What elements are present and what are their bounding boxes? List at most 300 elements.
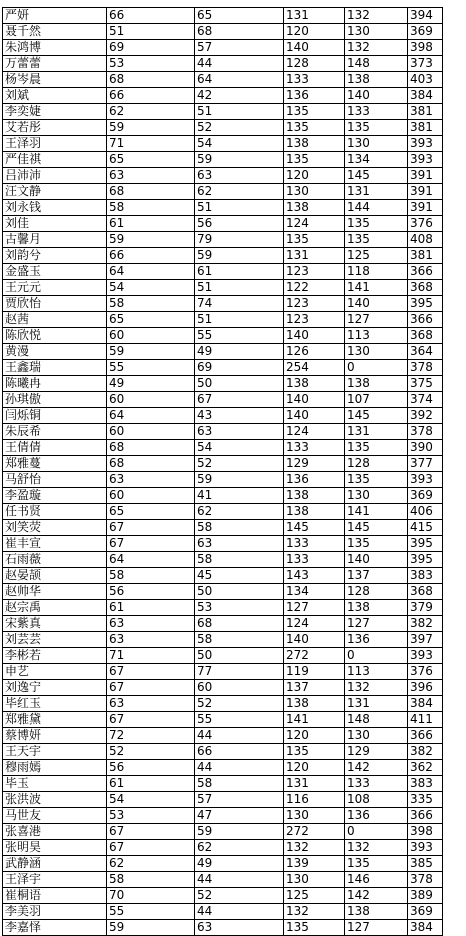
score-1-cell[interactable]: 65: [107, 152, 195, 168]
score-1-cell[interactable]: 64: [107, 552, 195, 568]
score-2-cell[interactable]: 59: [195, 248, 284, 264]
score-1-cell[interactable]: 66: [107, 248, 195, 264]
total-score-cell[interactable]: 378: [408, 360, 443, 376]
score-2-cell[interactable]: 62: [195, 504, 284, 520]
score-2-cell[interactable]: 58: [195, 520, 284, 536]
score-3-cell[interactable]: 136: [284, 472, 345, 488]
score-3-cell[interactable]: 254: [284, 360, 345, 376]
student-name-cell[interactable]: 郑雅蔓: [3, 456, 107, 472]
score-1-cell[interactable]: 67: [107, 824, 195, 840]
total-score-cell[interactable]: 382: [408, 744, 443, 760]
student-name-cell[interactable]: 吕沛沛: [3, 168, 107, 184]
total-score-cell[interactable]: 381: [408, 120, 443, 136]
score-4-cell[interactable]: 138: [345, 72, 408, 88]
score-1-cell[interactable]: 59: [107, 232, 195, 248]
score-1-cell[interactable]: 70: [107, 888, 195, 904]
score-4-cell[interactable]: 138: [345, 904, 408, 920]
score-1-cell[interactable]: 63: [107, 616, 195, 632]
score-3-cell[interactable]: 138: [284, 488, 345, 504]
score-2-cell[interactable]: 54: [195, 136, 284, 152]
student-name-cell[interactable]: 马舒怡: [3, 472, 107, 488]
total-score-cell[interactable]: 382: [408, 616, 443, 632]
score-3-cell[interactable]: 136: [284, 88, 345, 104]
score-1-cell[interactable]: 52: [107, 744, 195, 760]
student-name-cell[interactable]: 张明昊: [3, 840, 107, 856]
score-2-cell[interactable]: 63: [195, 536, 284, 552]
score-1-cell[interactable]: 54: [107, 280, 195, 296]
score-4-cell[interactable]: 113: [345, 664, 408, 680]
score-3-cell[interactable]: 129: [284, 456, 345, 472]
score-1-cell[interactable]: 72: [107, 728, 195, 744]
score-1-cell[interactable]: 55: [107, 360, 195, 376]
score-3-cell[interactable]: 125: [284, 888, 345, 904]
score-3-cell[interactable]: 133: [284, 72, 345, 88]
score-4-cell[interactable]: 125: [345, 248, 408, 264]
score-2-cell[interactable]: 55: [195, 712, 284, 728]
student-name-cell[interactable]: 杨岑晨: [3, 72, 107, 88]
score-1-cell[interactable]: 58: [107, 296, 195, 312]
score-3-cell[interactable]: 133: [284, 440, 345, 456]
score-3-cell[interactable]: 139: [284, 856, 345, 872]
student-name-cell[interactable]: 闫烁铜: [3, 408, 107, 424]
student-name-cell[interactable]: 王元元: [3, 280, 107, 296]
score-4-cell[interactable]: 130: [345, 136, 408, 152]
student-name-cell[interactable]: 李嘉怿: [3, 920, 107, 936]
score-4-cell[interactable]: 145: [345, 168, 408, 184]
score-2-cell[interactable]: 49: [195, 856, 284, 872]
total-score-cell[interactable]: 369: [408, 904, 443, 920]
score-1-cell[interactable]: 64: [107, 264, 195, 280]
score-3-cell[interactable]: 135: [284, 920, 345, 936]
score-3-cell[interactable]: 132: [284, 904, 345, 920]
student-name-cell[interactable]: 任书贤: [3, 504, 107, 520]
score-3-cell[interactable]: 120: [284, 728, 345, 744]
score-3-cell[interactable]: 120: [284, 760, 345, 776]
score-4-cell[interactable]: 141: [345, 280, 408, 296]
student-name-cell[interactable]: 严妍: [3, 8, 107, 24]
total-score-cell[interactable]: 384: [408, 920, 443, 936]
score-2-cell[interactable]: 44: [195, 56, 284, 72]
score-2-cell[interactable]: 59: [195, 152, 284, 168]
student-name-cell[interactable]: 艾若彤: [3, 120, 107, 136]
score-2-cell[interactable]: 52: [195, 456, 284, 472]
score-1-cell[interactable]: 61: [107, 216, 195, 232]
total-score-cell[interactable]: 369: [408, 24, 443, 40]
score-1-cell[interactable]: 56: [107, 760, 195, 776]
total-score-cell[interactable]: 398: [408, 40, 443, 56]
total-score-cell[interactable]: 395: [408, 296, 443, 312]
score-3-cell[interactable]: 272: [284, 648, 345, 664]
score-2-cell[interactable]: 77: [195, 664, 284, 680]
score-2-cell[interactable]: 60: [195, 680, 284, 696]
student-name-cell[interactable]: 穆雨嫣: [3, 760, 107, 776]
score-4-cell[interactable]: 135: [345, 232, 408, 248]
student-name-cell[interactable]: 石雨薇: [3, 552, 107, 568]
score-2-cell[interactable]: 69: [195, 360, 284, 376]
score-3-cell[interactable]: 143: [284, 568, 345, 584]
score-3-cell[interactable]: 138: [284, 696, 345, 712]
total-score-cell[interactable]: 366: [408, 264, 443, 280]
score-4-cell[interactable]: 130: [345, 344, 408, 360]
student-name-cell[interactable]: 刘佳: [3, 216, 107, 232]
score-2-cell[interactable]: 52: [195, 696, 284, 712]
score-1-cell[interactable]: 61: [107, 600, 195, 616]
score-1-cell[interactable]: 59: [107, 120, 195, 136]
total-score-cell[interactable]: 376: [408, 216, 443, 232]
score-4-cell[interactable]: 128: [345, 584, 408, 600]
total-score-cell[interactable]: 366: [408, 808, 443, 824]
score-1-cell[interactable]: 58: [107, 568, 195, 584]
score-2-cell[interactable]: 68: [195, 24, 284, 40]
score-1-cell[interactable]: 66: [107, 8, 195, 24]
student-name-cell[interactable]: 赵宗禹: [3, 600, 107, 616]
total-score-cell[interactable]: 395: [408, 552, 443, 568]
score-2-cell[interactable]: 62: [195, 840, 284, 856]
score-4-cell[interactable]: 140: [345, 296, 408, 312]
score-1-cell[interactable]: 53: [107, 56, 195, 72]
score-4-cell[interactable]: 145: [345, 408, 408, 424]
score-4-cell[interactable]: 145: [345, 520, 408, 536]
score-2-cell[interactable]: 63: [195, 424, 284, 440]
score-3-cell[interactable]: 133: [284, 552, 345, 568]
score-3-cell[interactable]: 138: [284, 376, 345, 392]
score-1-cell[interactable]: 58: [107, 872, 195, 888]
total-score-cell[interactable]: 368: [408, 280, 443, 296]
score-4-cell[interactable]: 130: [345, 24, 408, 40]
total-score-cell[interactable]: 362: [408, 760, 443, 776]
score-2-cell[interactable]: 43: [195, 408, 284, 424]
total-score-cell[interactable]: 335: [408, 792, 443, 808]
score-2-cell[interactable]: 59: [195, 472, 284, 488]
score-4-cell[interactable]: 132: [345, 680, 408, 696]
score-3-cell[interactable]: 120: [284, 168, 345, 184]
student-name-cell[interactable]: 贾欣怡: [3, 296, 107, 312]
score-2-cell[interactable]: 52: [195, 888, 284, 904]
score-2-cell[interactable]: 51: [195, 280, 284, 296]
total-score-cell[interactable]: 379: [408, 600, 443, 616]
score-2-cell[interactable]: 79: [195, 232, 284, 248]
score-3-cell[interactable]: 131: [284, 776, 345, 792]
score-4-cell[interactable]: 142: [345, 760, 408, 776]
score-2-cell[interactable]: 50: [195, 376, 284, 392]
score-3-cell[interactable]: 140: [284, 392, 345, 408]
score-3-cell[interactable]: 140: [284, 328, 345, 344]
total-score-cell[interactable]: 385: [408, 856, 443, 872]
score-1-cell[interactable]: 62: [107, 856, 195, 872]
score-3-cell[interactable]: 133: [284, 536, 345, 552]
total-score-cell[interactable]: 392: [408, 408, 443, 424]
score-1-cell[interactable]: 65: [107, 504, 195, 520]
total-score-cell[interactable]: 381: [408, 104, 443, 120]
student-name-cell[interactable]: 马世友: [3, 808, 107, 824]
total-score-cell[interactable]: 383: [408, 568, 443, 584]
total-score-cell[interactable]: 408: [408, 232, 443, 248]
score-2-cell[interactable]: 52: [195, 120, 284, 136]
score-4-cell[interactable]: 130: [345, 488, 408, 504]
score-3-cell[interactable]: 126: [284, 344, 345, 360]
score-3-cell[interactable]: 145: [284, 520, 345, 536]
total-score-cell[interactable]: 378: [408, 424, 443, 440]
score-2-cell[interactable]: 42: [195, 88, 284, 104]
score-4-cell[interactable]: 130: [345, 728, 408, 744]
score-2-cell[interactable]: 51: [195, 200, 284, 216]
score-2-cell[interactable]: 67: [195, 392, 284, 408]
total-score-cell[interactable]: 411: [408, 712, 443, 728]
score-4-cell[interactable]: 129: [345, 744, 408, 760]
score-1-cell[interactable]: 67: [107, 536, 195, 552]
score-4-cell[interactable]: 134: [345, 152, 408, 168]
score-3-cell[interactable]: 131: [284, 8, 345, 24]
score-2-cell[interactable]: 59: [195, 824, 284, 840]
total-score-cell[interactable]: 393: [408, 152, 443, 168]
student-name-cell[interactable]: 李盈璇: [3, 488, 107, 504]
score-2-cell[interactable]: 47: [195, 808, 284, 824]
score-3-cell[interactable]: 131: [284, 248, 345, 264]
score-2-cell[interactable]: 56: [195, 216, 284, 232]
score-2-cell[interactable]: 44: [195, 904, 284, 920]
score-4-cell[interactable]: 138: [345, 376, 408, 392]
student-name-cell[interactable]: 张洪波: [3, 792, 107, 808]
total-score-cell[interactable]: 393: [408, 648, 443, 664]
score-1-cell[interactable]: 68: [107, 72, 195, 88]
student-name-cell[interactable]: 王倩倩: [3, 440, 107, 456]
score-1-cell[interactable]: 49: [107, 376, 195, 392]
score-1-cell[interactable]: 51: [107, 24, 195, 40]
score-3-cell[interactable]: 140: [284, 408, 345, 424]
score-3-cell[interactable]: 123: [284, 312, 345, 328]
score-1-cell[interactable]: 63: [107, 168, 195, 184]
score-1-cell[interactable]: 62: [107, 104, 195, 120]
score-2-cell[interactable]: 57: [195, 40, 284, 56]
score-4-cell[interactable]: 135: [345, 440, 408, 456]
student-name-cell[interactable]: 朱鸿博: [3, 40, 107, 56]
score-3-cell[interactable]: 134: [284, 584, 345, 600]
score-1-cell[interactable]: 64: [107, 408, 195, 424]
score-3-cell[interactable]: 123: [284, 296, 345, 312]
total-score-cell[interactable]: 384: [408, 696, 443, 712]
score-4-cell[interactable]: 108: [345, 792, 408, 808]
student-name-cell[interactable]: 王泽宇: [3, 872, 107, 888]
student-name-cell[interactable]: 陈欣悦: [3, 328, 107, 344]
total-score-cell[interactable]: 397: [408, 632, 443, 648]
student-name-cell[interactable]: 刘芸芸: [3, 632, 107, 648]
student-name-cell[interactable]: 申艺: [3, 664, 107, 680]
student-name-cell[interactable]: 王泽羽: [3, 136, 107, 152]
score-1-cell[interactable]: 68: [107, 440, 195, 456]
score-4-cell[interactable]: 127: [345, 616, 408, 632]
score-4-cell[interactable]: 127: [345, 920, 408, 936]
total-score-cell[interactable]: 403: [408, 72, 443, 88]
score-4-cell[interactable]: 0: [345, 824, 408, 840]
score-3-cell[interactable]: 122: [284, 280, 345, 296]
score-1-cell[interactable]: 67: [107, 664, 195, 680]
score-4-cell[interactable]: 140: [345, 88, 408, 104]
score-2-cell[interactable]: 50: [195, 648, 284, 664]
student-name-cell[interactable]: 汪文静: [3, 184, 107, 200]
score-2-cell[interactable]: 49: [195, 344, 284, 360]
score-3-cell[interactable]: 130: [284, 184, 345, 200]
student-name-cell[interactable]: 刘斌: [3, 88, 107, 104]
total-score-cell[interactable]: 374: [408, 392, 443, 408]
score-3-cell[interactable]: 124: [284, 216, 345, 232]
score-2-cell[interactable]: 53: [195, 600, 284, 616]
score-4-cell[interactable]: 132: [345, 40, 408, 56]
score-1-cell[interactable]: 65: [107, 312, 195, 328]
student-name-cell[interactable]: 王天宇: [3, 744, 107, 760]
score-1-cell[interactable]: 55: [107, 904, 195, 920]
total-score-cell[interactable]: 389: [408, 888, 443, 904]
student-name-cell[interactable]: 刘笑荧: [3, 520, 107, 536]
total-score-cell[interactable]: 406: [408, 504, 443, 520]
total-score-cell[interactable]: 375: [408, 376, 443, 392]
student-name-cell[interactable]: 黄漫: [3, 344, 107, 360]
score-4-cell[interactable]: 131: [345, 424, 408, 440]
score-3-cell[interactable]: 120: [284, 24, 345, 40]
score-1-cell[interactable]: 68: [107, 184, 195, 200]
score-4-cell[interactable]: 136: [345, 632, 408, 648]
score-1-cell[interactable]: 58: [107, 200, 195, 216]
score-3-cell[interactable]: 135: [284, 744, 345, 760]
score-2-cell[interactable]: 54: [195, 440, 284, 456]
total-score-cell[interactable]: 373: [408, 56, 443, 72]
score-2-cell[interactable]: 58: [195, 552, 284, 568]
score-1-cell[interactable]: 53: [107, 808, 195, 824]
total-score-cell[interactable]: 383: [408, 776, 443, 792]
student-name-cell[interactable]: 赵晏颉: [3, 568, 107, 584]
student-name-cell[interactable]: 崔丰宣: [3, 536, 107, 552]
score-1-cell[interactable]: 63: [107, 696, 195, 712]
student-name-cell[interactable]: 金盛玉: [3, 264, 107, 280]
score-3-cell[interactable]: 140: [284, 632, 345, 648]
score-4-cell[interactable]: 131: [345, 184, 408, 200]
score-3-cell[interactable]: 130: [284, 808, 345, 824]
student-name-cell[interactable]: 郑雅黛: [3, 712, 107, 728]
score-1-cell[interactable]: 59: [107, 344, 195, 360]
score-3-cell[interactable]: 135: [284, 152, 345, 168]
score-1-cell[interactable]: 56: [107, 584, 195, 600]
score-2-cell[interactable]: 68: [195, 616, 284, 632]
score-3-cell[interactable]: 132: [284, 840, 345, 856]
score-4-cell[interactable]: 137: [345, 568, 408, 584]
score-4-cell[interactable]: 148: [345, 56, 408, 72]
score-4-cell[interactable]: 131: [345, 696, 408, 712]
score-2-cell[interactable]: 63: [195, 168, 284, 184]
score-4-cell[interactable]: 135: [345, 472, 408, 488]
student-name-cell[interactable]: 陈曦冉: [3, 376, 107, 392]
student-name-cell[interactable]: 万蕾蕾: [3, 56, 107, 72]
score-2-cell[interactable]: 61: [195, 264, 284, 280]
student-name-cell[interactable]: 孙琪傲: [3, 392, 107, 408]
score-2-cell[interactable]: 44: [195, 872, 284, 888]
student-name-cell[interactable]: 毕红玉: [3, 696, 107, 712]
score-4-cell[interactable]: 133: [345, 776, 408, 792]
score-1-cell[interactable]: 60: [107, 392, 195, 408]
score-3-cell[interactable]: 272: [284, 824, 345, 840]
total-score-cell[interactable]: 366: [408, 728, 443, 744]
score-4-cell[interactable]: 135: [345, 120, 408, 136]
student-name-cell[interactable]: 宋紫真: [3, 616, 107, 632]
score-4-cell[interactable]: 0: [345, 360, 408, 376]
score-1-cell[interactable]: 59: [107, 920, 195, 936]
student-name-cell[interactable]: 赵帅华: [3, 584, 107, 600]
total-score-cell[interactable]: 369: [408, 488, 443, 504]
score-3-cell[interactable]: 127: [284, 600, 345, 616]
total-score-cell[interactable]: 381: [408, 248, 443, 264]
total-score-cell[interactable]: 393: [408, 136, 443, 152]
total-score-cell[interactable]: 384: [408, 88, 443, 104]
total-score-cell[interactable]: 393: [408, 472, 443, 488]
score-4-cell[interactable]: 135: [345, 216, 408, 232]
score-2-cell[interactable]: 55: [195, 328, 284, 344]
score-2-cell[interactable]: 57: [195, 792, 284, 808]
score-3-cell[interactable]: 141: [284, 712, 345, 728]
total-score-cell[interactable]: 377: [408, 456, 443, 472]
score-1-cell[interactable]: 67: [107, 520, 195, 536]
total-score-cell[interactable]: 391: [408, 168, 443, 184]
score-1-cell[interactable]: 61: [107, 776, 195, 792]
score-1-cell[interactable]: 68: [107, 456, 195, 472]
total-score-cell[interactable]: 398: [408, 824, 443, 840]
score-4-cell[interactable]: 0: [345, 648, 408, 664]
score-3-cell[interactable]: 138: [284, 200, 345, 216]
student-name-cell[interactable]: 刘永钱: [3, 200, 107, 216]
score-2-cell[interactable]: 45: [195, 568, 284, 584]
total-score-cell[interactable]: 364: [408, 344, 443, 360]
score-3-cell[interactable]: 124: [284, 424, 345, 440]
score-1-cell[interactable]: 66: [107, 88, 195, 104]
score-1-cell[interactable]: 63: [107, 472, 195, 488]
student-name-cell[interactable]: 武静涵: [3, 856, 107, 872]
student-name-cell[interactable]: 张喜港: [3, 824, 107, 840]
student-name-cell[interactable]: 毕玉: [3, 776, 107, 792]
score-4-cell[interactable]: 135: [345, 536, 408, 552]
student-name-cell[interactable]: 聂千然: [3, 24, 107, 40]
score-4-cell[interactable]: 132: [345, 8, 408, 24]
score-1-cell[interactable]: 67: [107, 840, 195, 856]
score-3-cell[interactable]: 137: [284, 680, 345, 696]
total-score-cell[interactable]: 376: [408, 664, 443, 680]
student-name-cell[interactable]: 朱辰希: [3, 424, 107, 440]
student-name-cell[interactable]: 蔡博妍: [3, 728, 107, 744]
score-4-cell[interactable]: 118: [345, 264, 408, 280]
score-2-cell[interactable]: 51: [195, 312, 284, 328]
score-1-cell[interactable]: 54: [107, 792, 195, 808]
student-name-cell[interactable]: 严佳祺: [3, 152, 107, 168]
score-3-cell[interactable]: 135: [284, 232, 345, 248]
score-1-cell[interactable]: 71: [107, 136, 195, 152]
score-4-cell[interactable]: 141: [345, 504, 408, 520]
total-score-cell[interactable]: 368: [408, 584, 443, 600]
score-3-cell[interactable]: 130: [284, 872, 345, 888]
student-name-cell[interactable]: 刘逸宁: [3, 680, 107, 696]
student-name-cell[interactable]: 崔桐语: [3, 888, 107, 904]
total-score-cell[interactable]: 378: [408, 872, 443, 888]
score-2-cell[interactable]: 51: [195, 104, 284, 120]
score-2-cell[interactable]: 58: [195, 776, 284, 792]
score-1-cell[interactable]: 67: [107, 712, 195, 728]
score-4-cell[interactable]: 113: [345, 328, 408, 344]
score-2-cell[interactable]: 44: [195, 760, 284, 776]
score-1-cell[interactable]: 60: [107, 328, 195, 344]
score-4-cell[interactable]: 146: [345, 872, 408, 888]
score-1-cell[interactable]: 71: [107, 648, 195, 664]
score-3-cell[interactable]: 135: [284, 104, 345, 120]
student-name-cell[interactable]: 王鑫瑞: [3, 360, 107, 376]
total-score-cell[interactable]: 368: [408, 328, 443, 344]
score-2-cell[interactable]: 41: [195, 488, 284, 504]
score-4-cell[interactable]: 135: [345, 856, 408, 872]
total-score-cell[interactable]: 393: [408, 840, 443, 856]
